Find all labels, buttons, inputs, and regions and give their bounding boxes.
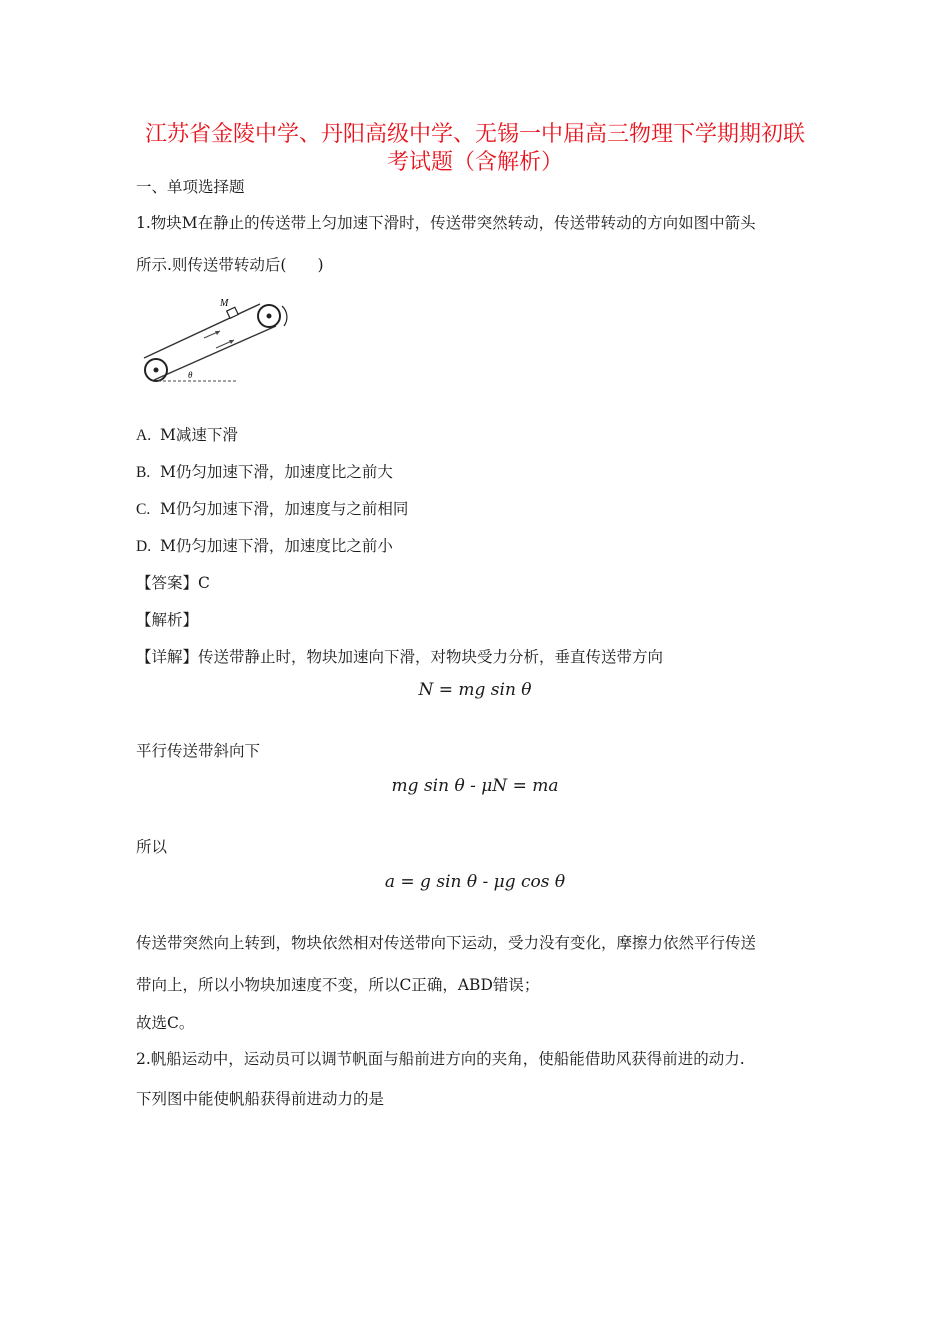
q1-stem-line-1: 1.物块M在静止的传送带上匀加速下滑时，传送带突然转动，传送带转动的方向如图中箭头 bbox=[136, 214, 756, 232]
paragraph-conclusion-line-1: 传送带突然向上转到，物块依然相对传送带向下运动，受力没有变化，摩擦力依然平行传送 bbox=[136, 934, 757, 952]
document-title-line-1: 江苏省金陵中学、丹阳高级中学、无锡一中届高三物理下学期期初联 bbox=[144, 122, 805, 147]
q2-stem-line-1: 2.帆船运动中，运动员可以调节帆面与船前进方向的夹角，使船能借助风获得前进的动力. bbox=[136, 1050, 745, 1068]
rotation-arrow-icon bbox=[282, 306, 287, 326]
answer-line: 【答案】C bbox=[136, 574, 210, 592]
q2-stem-line-2: 下列图中能使帆船获得前进动力的是 bbox=[136, 1090, 385, 1108]
option-letter: D. bbox=[136, 538, 152, 555]
conveyor-belt-figure bbox=[136, 296, 306, 388]
analysis-heading: 【解析】 bbox=[136, 611, 199, 629]
q1-option-a[interactable] bbox=[136, 424, 238, 447]
q1-option-c[interactable] bbox=[136, 498, 408, 521]
option-letter: A. bbox=[136, 427, 152, 444]
option-text: M仍匀加速下滑，加速度比之前小 bbox=[160, 537, 393, 555]
document-title-line-2: 考试题（含解析） bbox=[386, 150, 563, 175]
final-choice: 故选C。 bbox=[136, 1014, 195, 1032]
paragraph-parallel: 平行传送带斜向下 bbox=[136, 742, 261, 760]
option-text: M仍匀加速下滑，加速度与之前相同 bbox=[160, 500, 409, 518]
option-text: M仍匀加速下滑，加速度比之前大 bbox=[160, 463, 393, 481]
option-text: M减速下滑 bbox=[160, 426, 238, 444]
option-letter: C. bbox=[136, 501, 151, 518]
label-theta: θ bbox=[188, 370, 193, 380]
paragraph-so: 所以 bbox=[136, 838, 168, 856]
equation-normal-force: N = mg sin θ bbox=[418, 680, 532, 700]
q1-stem-line-2: 所示.则传送带转动后( ) bbox=[136, 256, 324, 274]
equation-acceleration: a = g sin θ - μg cos θ bbox=[384, 872, 566, 892]
section-heading: 一、单项选择题 bbox=[136, 178, 245, 196]
block-m bbox=[227, 307, 239, 318]
q1-option-b[interactable] bbox=[136, 461, 393, 484]
equation-motion: mg sin θ - μN = ma bbox=[391, 776, 559, 796]
q1-option-d[interactable] bbox=[136, 535, 393, 558]
paragraph-conclusion-line-2: 带向上，所以小物块加速度不变，所以C正确，ABD错误； bbox=[136, 976, 540, 994]
option-letter: B. bbox=[136, 464, 151, 481]
detail-line: 【详解】传送带静止时，物块加速向下滑，对物块受力分析，垂直传送带方向 bbox=[136, 648, 664, 666]
label-m: M bbox=[220, 298, 229, 309]
